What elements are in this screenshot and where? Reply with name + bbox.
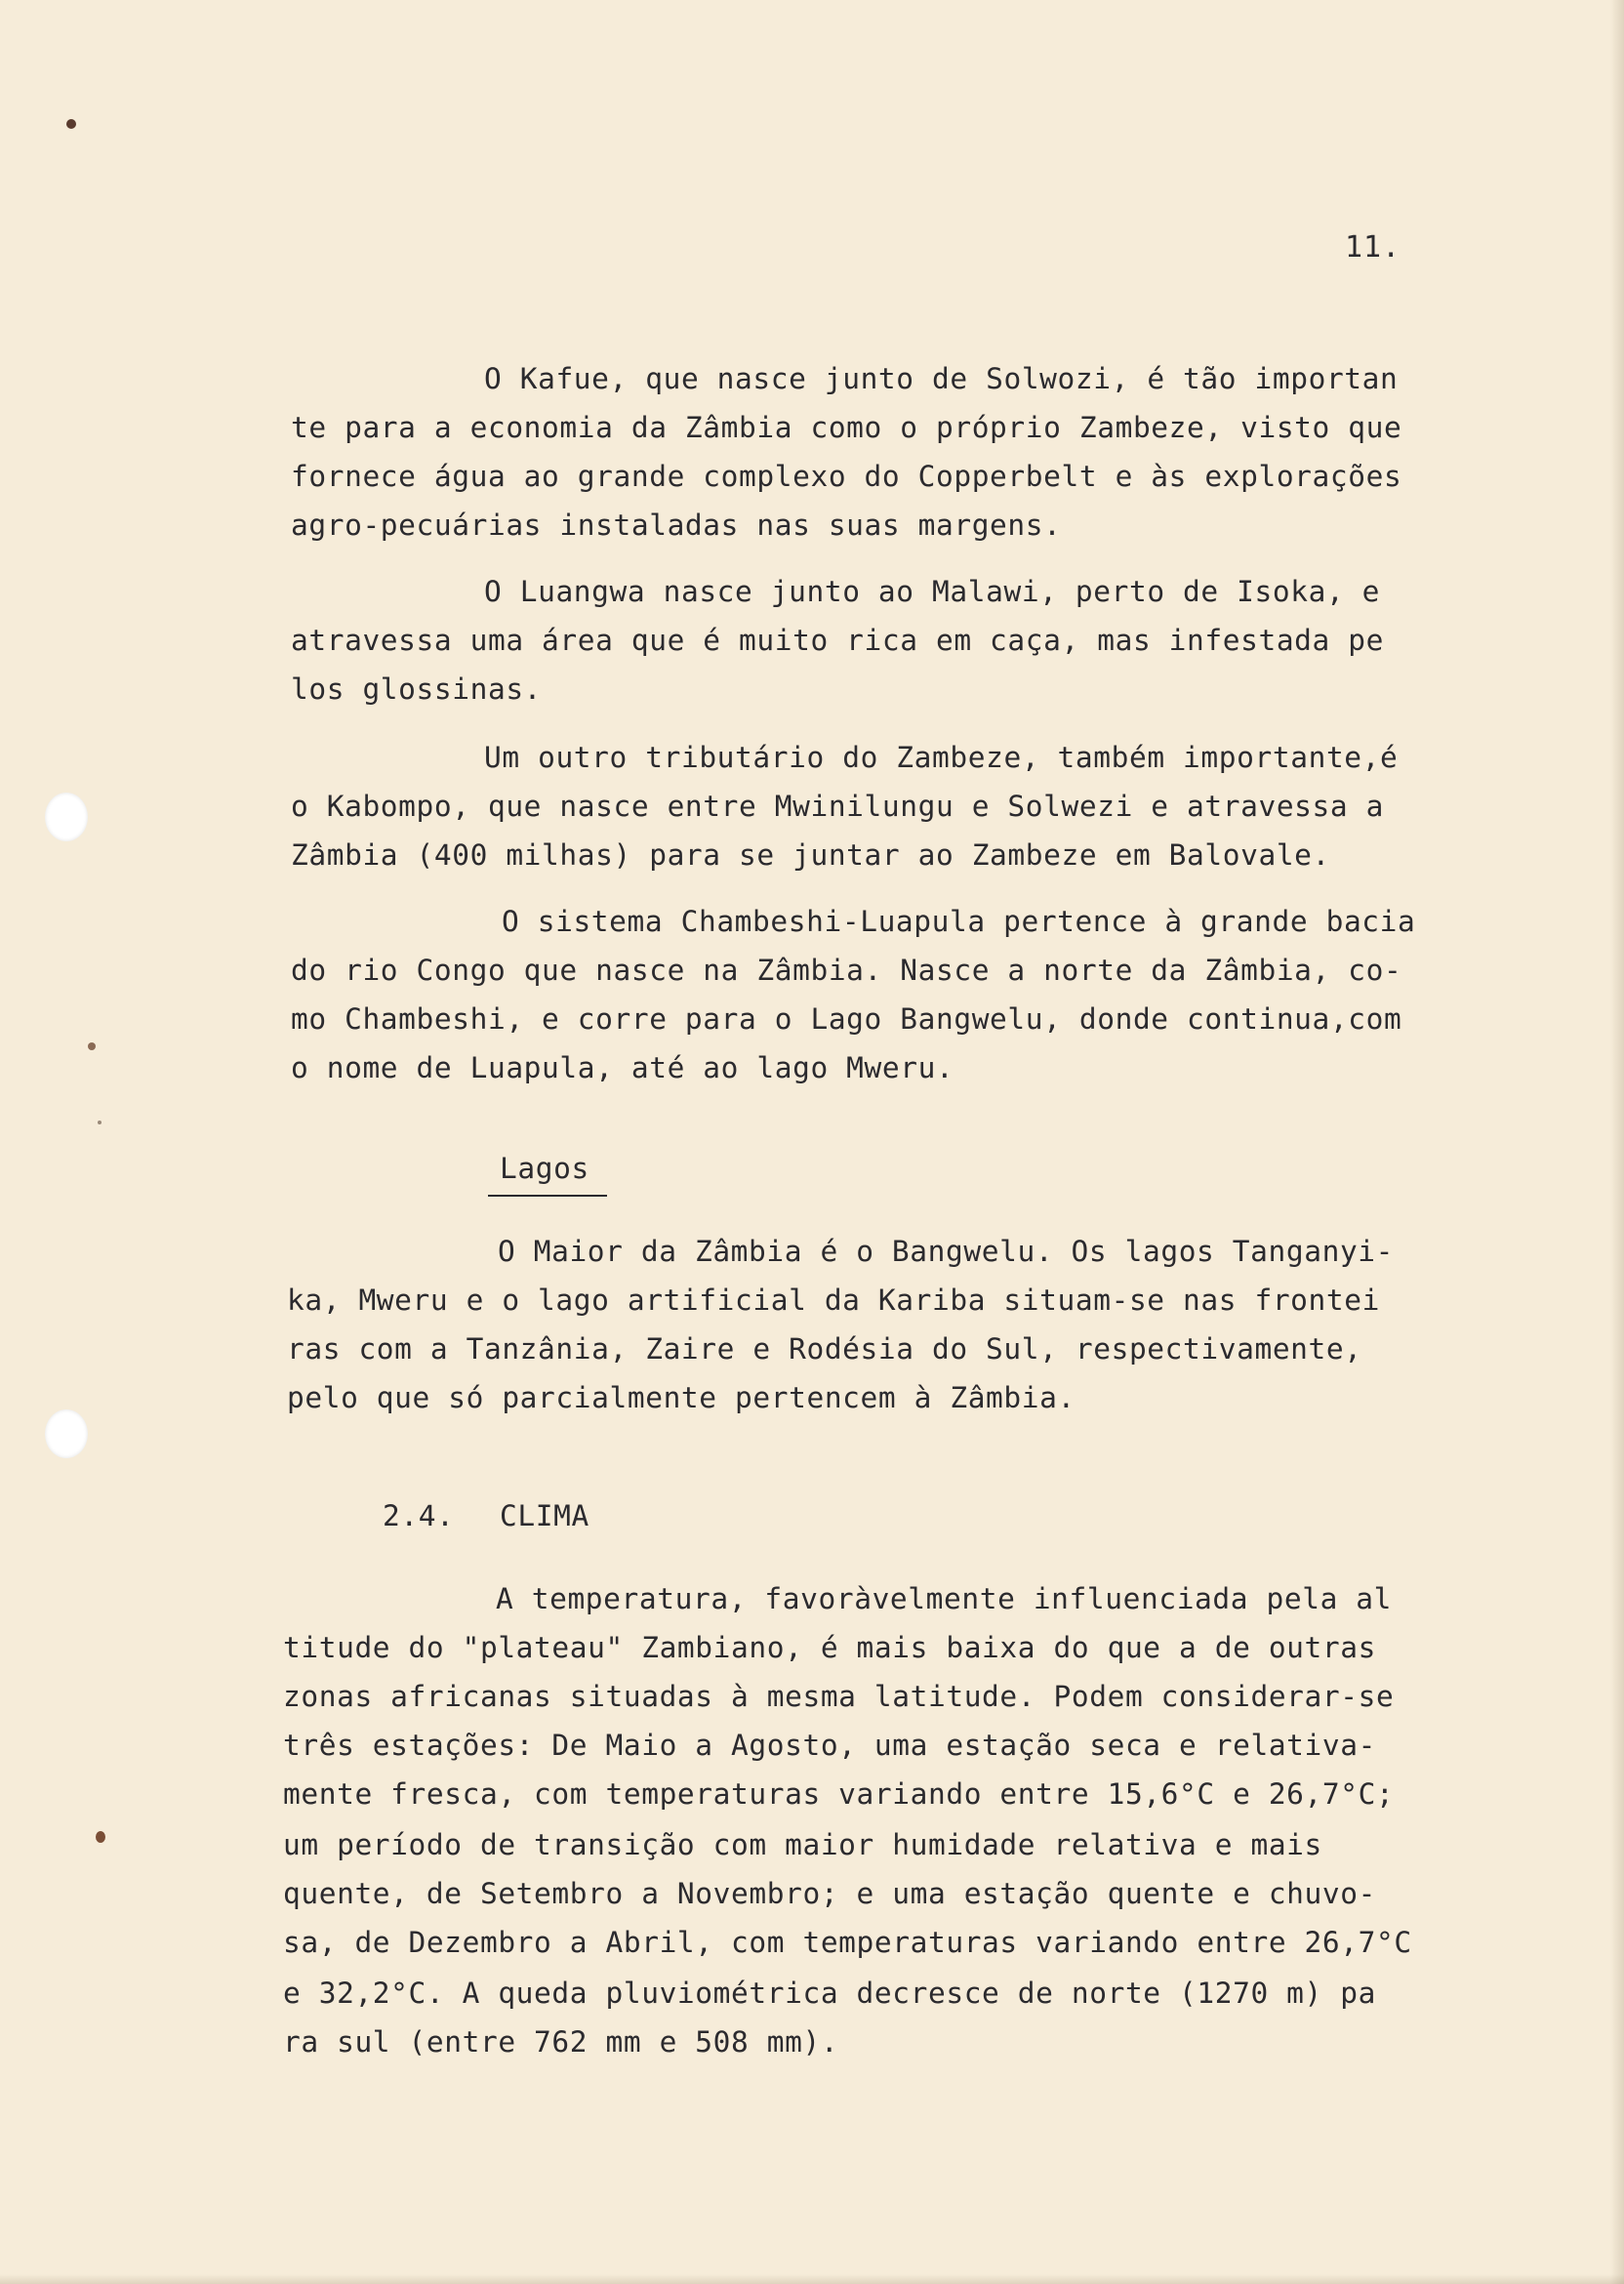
text-line: Zâmbia (400 milhas) para se juntar ao Zambeze em Balovale. [291, 838, 1330, 872]
stain-mark [88, 1042, 96, 1050]
text-line: sa, de Dezembro a Abril, com temperaturas variando entre 26,7°C [283, 1926, 1412, 1959]
text-line: três estações: De Maio a Agosto, uma estação seca e relativa- [283, 1729, 1376, 1762]
punch-hole-bottom [45, 1409, 88, 1458]
page-edge-shadow [1610, 0, 1624, 2284]
text-line: do rio Congo que nasce na Zâmbia. Nasce a norte da Zâmbia, co- [291, 954, 1402, 987]
section-heading-clima: CLIMA [500, 1499, 589, 1532]
text-line: quente, de Setembro a Novembro; e uma estação quente e chuvo- [283, 1877, 1376, 1910]
text-line: atravessa uma área que é muito rica em caça, mas infestada pe [291, 624, 1384, 657]
text-line: um período de transição com maior humidade relativa e mais [283, 1828, 1322, 1861]
section-number: 2.4. [383, 1499, 455, 1532]
text-line: mente fresca, com temperaturas variando entre 15,6°C e 26,7°C; [283, 1777, 1395, 1811]
text-line: O Kafue, que nasce junto de Solwozi, é tão importan [484, 362, 1399, 395]
text-line: e 32,2°C. A queda pluviométrica decresce de norte (1270 m) pa [283, 1977, 1376, 2010]
text-line: los glossinas. [291, 673, 543, 706]
text-line: A temperatura, favoràvelmente influenciada pela al [496, 1582, 1393, 1615]
section-heading-lagos: Lagos [500, 1152, 589, 1185]
text-line: Um outro tributário do Zambeze, também importante,é [484, 741, 1399, 774]
text-line: O Maior da Zâmbia é o Bangwelu. Os lagos Tanganyi- [498, 1235, 1395, 1268]
text-line: O Luangwa nasce junto ao Malawi, perto de Isoka, e [484, 575, 1381, 608]
text-line: ka, Mweru e o lago artificial da Kariba situam-se nas frontei [287, 1284, 1380, 1317]
text-line: agro-pecuárias instaladas nas suas margens. [291, 509, 1062, 542]
text-line: o nome de Luapula, até ao lago Mweru. [291, 1051, 954, 1084]
punch-hole-top [45, 793, 88, 841]
text-line: fornece água ao grande complexo do Copperbelt e às explorações [291, 460, 1402, 493]
text-line: titude do "plateau" Zambiano, é mais baixa do que a de outras [283, 1631, 1376, 1664]
stain-mark [98, 1121, 102, 1124]
heading-underline [488, 1195, 607, 1197]
text-line: te para a economia da Zâmbia como o próprio Zambeze, visto que [291, 411, 1402, 444]
stain-mark [66, 119, 76, 129]
page-bottom-shadow [0, 2274, 1624, 2284]
text-line: ras com a Tanzânia, Zaire e Rodésia do Sul, respectivamente, [287, 1332, 1362, 1366]
text-line: zonas africanas situadas à mesma latitude. Podem considerar-se [283, 1680, 1395, 1713]
text-line: o Kabompo, que nasce entre Mwinilungu e Solwezi e atravessa a [291, 790, 1384, 823]
text-line: O sistema Chambeshi-Luapula pertence à grande bacia [502, 905, 1416, 938]
text-line: mo Chambeshi, e corre para o Lago Bangwelu, donde continua,com [291, 1002, 1402, 1036]
stain-mark [96, 1831, 105, 1843]
page-number: 11. [1345, 230, 1401, 265]
text-line: pelo que só parcialmente pertencem à Zâmbia. [287, 1381, 1076, 1414]
text-line: ra sul (entre 762 mm e 508 mm). [283, 2025, 839, 2059]
